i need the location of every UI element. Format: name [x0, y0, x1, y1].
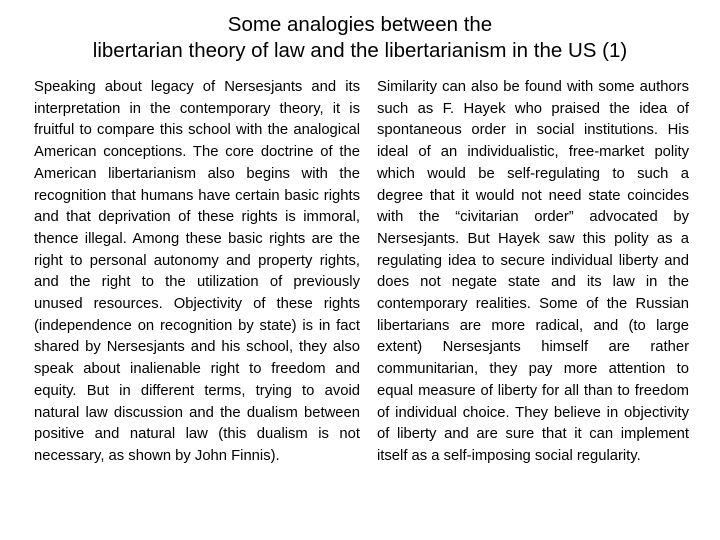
title-line-2: libertarian theory of law and the libertarianism in the US (1) [92, 39, 628, 62]
left-column [34, 77, 360, 468]
title-line-1: Some analogies between the [227, 13, 493, 36]
right-column-text: Similarity can also be found with some authors such as F. Hayek who praised the idea of spontaneous order in social institutions. His ideal of an individualistic, free-market polity which would be self-regulating to such a degree that it would not need state coincides with the “civitarian order” advocated by Nersesjants. But Hayek saw this polity as a regulating idea to secure individual liberty and does not negate state and its law in the contemporary realities. Some of the Russian libertarians are more radical, and (to large extent) Nersesjants himself are rather communitarian, they pay more attention to equal measure of liberty for all than to freedom of individual choice. They believe in objectivity of liberty and are sure that it can implement itself as a self-imposing social regularity. [377, 79, 689, 464]
slide-title [20, 12, 700, 64]
right-column [377, 77, 689, 468]
left-column-text: Speaking about legacy of Nersesjants and its interpretation in the contemporary theory, it is fruitful to compare this school with the analogical American conceptions. The core doctrine of the American libertarianism also begins with the recognition that humans have certain basic rights and that deprivation of these rights is immoral, thence illegal. Among these basic rights are the right to personal autonomy and property rights, and the right to the utilization of previously unused resources. Objectivity of these rights (independence on recognition by state) is in fact shared by Nersesjants and his school, they also speak about inalienable right to freedom and equity. But in different terms, trying to avoid natural law discussion and the dualism between positive and natural law (this dualism is not necessary, as shown by John Finnis). [34, 79, 360, 464]
